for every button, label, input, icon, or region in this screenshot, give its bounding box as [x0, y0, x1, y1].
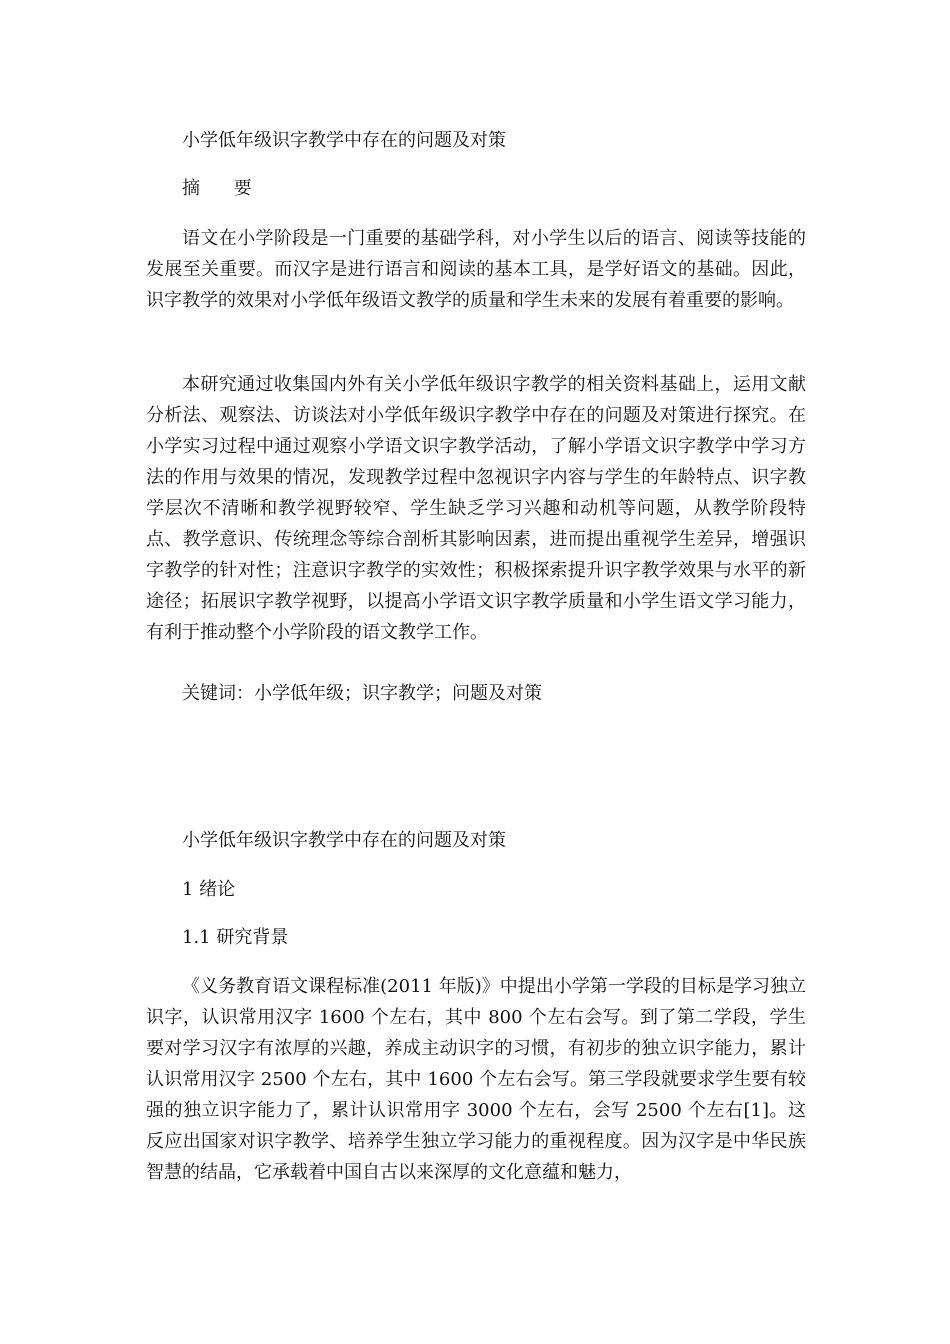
body-title: 小学低年级识字教学中存在的问题及对策 [182, 830, 506, 851]
chapter-heading: 1 绪论 [182, 879, 236, 900]
abstract-label: 摘 要 [182, 178, 266, 199]
section-heading: 1.1 研究背景 [182, 927, 289, 948]
abstract-paragraph-2: 本研究通过收集国内外有关小学低年级识字教学的相关资料基础上，运用文献分析法、观察法、访谈法对小学低年级识字教学中存在的问题及对策进行探究。在小学实习过程中通过观察小学语文识字教学活动，了解小学语文识字教学中学习方法的作用与效果的情况，发现教学过程中忽视识字内容与学生的年龄特点、识字教学层次不清晰和教学视野较窄、学生缺乏学习兴趣和动机等问题，从教学阶段特点、教学意识、传统理念等综合剖析其影响因素，进而提出重视学生差异，增强识字教学的针对性；注意识字教学的实效性；积极探索提升识字教学效果与水平的新途径；拓展识字教学视野，以提高小学语文识字教学质量和小学生语文学习能力，有利于推动整个小学阶段的语文教学工作。 [146, 374, 806, 643]
body-paragraph-1: 《义务教育语文课程标准(2011 年版)》中提出小学第一学段的目标是学习独立识字，认识常用汉字 1600 个左右，其中 800 个左右会写。到了第二学段，学生要对学习汉字有浓厚的兴趣，养成主动识字的习惯，有初步的独立识字能力，累计认识常用汉字 2500 个左右，其中 1600 个左右会写。第三学段就要求学生要有较强的独立识字能力了，累计认识常用字 3000 个左右，会写 2500 个左右[1]。这反应出国家对识字教学、培养学生独立学习能力的重视程度。因为汉字是中华民族智慧的结晶，它承载着中国自古以来深厚的文化意蕴和魅力， [146, 976, 806, 1183]
keywords-line: 关键词：小学低年级；识字教学；问题及对策 [182, 683, 542, 704]
abstract-title: 小学低年级识字教学中存在的问题及对策 [182, 130, 506, 151]
abstract-paragraph-1: 语文在小学阶段是一门重要的基础学科，对小学生以后的语言、阅读等技能的发展至关重要。而汉字是进行语言和阅读的基本工具，是学好语文的基础。因此，识字教学的效果对小学低年级语文教学的质量和学生未来的发展有着重要的影响。 [146, 228, 806, 311]
